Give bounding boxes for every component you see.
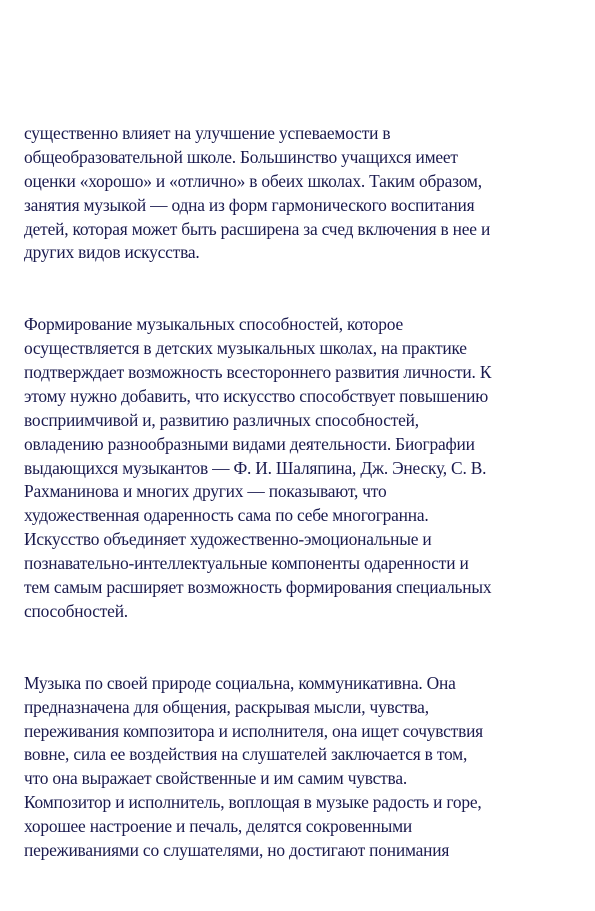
document-body [24,98,584,911]
paragraph-1: существенно влияет на улучшение успеваемости в общеобразовательной школе. Большинство учащихся имеет оценки «хорошо» и «отлично» в обеих школах. Таким образом, занятия музыкой — одна из форм гармонического воспитания детей, которая может быть расширена за счед включения в нее и других видов искусства. [24,122,491,263]
paragraph-2: Формирование музыкальных способностей, которое осуществляется в детских музыкальных школах, на практике подтверждает возможность всестороннего развития личности. К этому нужно добавить, что искусство способствует повышению восприимчивой и, развитию различных способностей, овладению разнообразными видами деятельности. Биографии выдающихся музыкантов — Ф. И. Шаляпина, Дж. Энеску, С. В. Рахманинова и многих других — показывают, что художественная одаренность сама по себе многогранна. Искусство объединяет художественно-эмоциональные и познавательно-интеллектуальные компоненты одаренности и тем самым расширяет возможность формирования специальных способностей. [24,314,492,622]
paragraph-3: Музыка по своей природе социальна, коммуникативна. Она предназначена для общения, раскрывая мысли, чувства, переживания композитора и исполнителя, она ищет сочувствия вовне, сила ее воздействия на слушателей заключается в том, что она выражает свойственные и им самим чувства. Композитор и исполнитель, воплощая в музыке радость и горе, хорошее настроение и печаль, делятся сокровенными переживаниями со слушателями, но достигают понимания [24,672,483,861]
